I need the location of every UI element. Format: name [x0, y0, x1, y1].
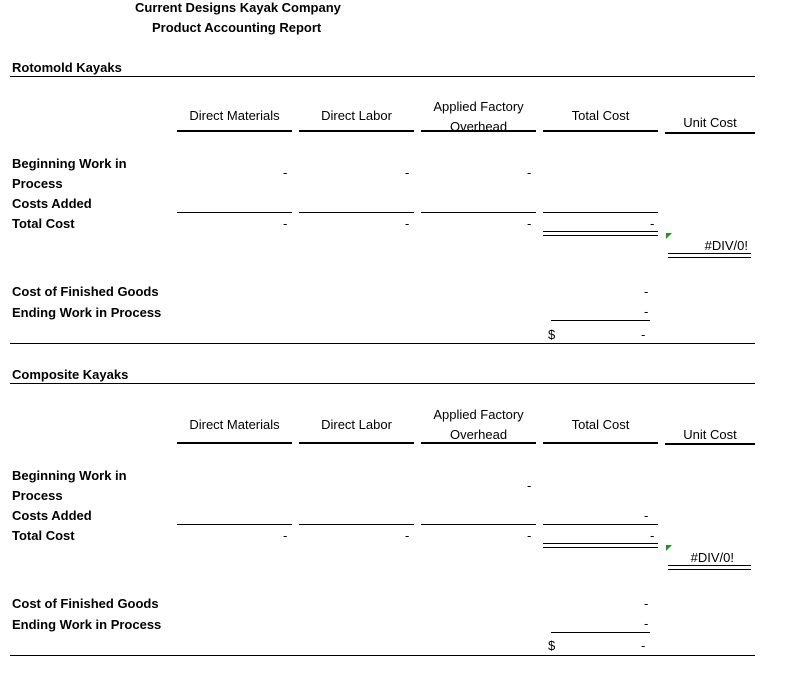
cell-dash[interactable]: - — [283, 216, 288, 231]
cell-dash[interactable]: - — [527, 478, 532, 493]
row-label-beginning-wip: Beginning Work in — [12, 156, 127, 171]
column-header-applied-overhead-line2: Overhead — [449, 427, 508, 442]
column-header-unit-cost: Unit Cost — [683, 115, 737, 130]
cell-dash[interactable]: - — [283, 165, 288, 180]
cell-underline — [551, 632, 650, 633]
currency-symbol: $ — [548, 327, 556, 342]
column-header-applied-overhead: Applied Factory — [433, 407, 524, 422]
cell-underline — [543, 524, 658, 525]
column-header-direct-materials: Direct Materials — [189, 417, 280, 432]
row-label-ending-wip: Ending Work in Process — [12, 305, 162, 320]
double-underline — [543, 231, 658, 236]
header-underline — [177, 130, 292, 132]
cell-dash[interactable]: - — [641, 327, 646, 342]
header-underline — [543, 442, 658, 444]
cell-dash[interactable]: - — [644, 304, 649, 319]
row-label-total-cost: Total Cost — [12, 528, 75, 543]
section-divider — [10, 76, 755, 77]
double-underline — [668, 565, 751, 570]
row-label-costs-added: Costs Added — [12, 508, 92, 523]
cell-underline — [177, 212, 292, 213]
double-underline — [668, 253, 751, 258]
currency-symbol: $ — [548, 638, 556, 653]
section-title: Rotomold Kayaks — [12, 60, 122, 75]
cell-dash[interactable]: - — [527, 216, 532, 231]
header-underline — [421, 130, 536, 132]
column-header-total-cost: Total Cost — [571, 108, 630, 123]
header-underline — [299, 442, 414, 444]
header-underline — [299, 130, 414, 132]
header-underline — [421, 442, 536, 444]
cell-dash[interactable]: - — [644, 596, 649, 611]
header-underline — [177, 442, 292, 444]
column-header-direct-labor: Direct Labor — [321, 417, 392, 432]
cell-underline — [299, 524, 414, 525]
company-name: Current Designs Kayak Company — [135, 0, 341, 15]
section-bottom-rule — [10, 343, 755, 344]
cell-underline — [551, 320, 650, 321]
section-bottom-rule — [10, 655, 755, 656]
column-header-total-cost: Total Cost — [571, 417, 630, 432]
cell-underline — [543, 212, 658, 213]
row-label-beginning-wip-line2: Process — [12, 488, 63, 503]
cell-dash[interactable]: - — [641, 638, 646, 653]
cell-underline — [177, 524, 292, 525]
double-underline — [543, 543, 658, 548]
column-header-unit-cost: Unit Cost — [683, 427, 737, 442]
cell-dash[interactable]: - — [527, 165, 532, 180]
section-title: Composite Kayaks — [12, 367, 129, 382]
cell-dash[interactable]: - — [405, 216, 410, 231]
column-header-applied-overhead-line2: Overhead — [449, 119, 508, 134]
section-divider — [10, 383, 755, 384]
cell-underline — [299, 212, 414, 213]
cell-dash[interactable]: - — [644, 284, 649, 299]
row-label-cost-finished-goods: Cost of Finished Goods — [12, 284, 159, 299]
cell-dash[interactable]: - — [644, 508, 649, 523]
column-header-applied-overhead: Applied Factory — [433, 99, 524, 114]
cell-dash[interactable]: - — [650, 528, 655, 543]
cell-dash[interactable]: - — [405, 528, 410, 543]
row-label-beginning-wip-line2: Process — [12, 176, 63, 191]
header-underline — [665, 132, 755, 134]
column-header-direct-labor: Direct Labor — [321, 108, 392, 123]
cell-dash[interactable]: - — [527, 528, 532, 543]
unit-cost-error[interactable]: #DIV/0! — [690, 550, 734, 565]
row-label-beginning-wip: Beginning Work in — [12, 468, 127, 483]
row-label-total-cost: Total Cost — [12, 216, 75, 231]
cell-underline — [421, 212, 536, 213]
report-title: Product Accounting Report — [152, 20, 322, 35]
column-header-direct-materials: Direct Materials — [189, 108, 280, 123]
unit-cost-error[interactable]: #DIV/0! — [704, 238, 748, 253]
row-label-cost-finished-goods: Cost of Finished Goods — [12, 596, 159, 611]
cell-dash[interactable]: - — [405, 165, 410, 180]
cell-dash[interactable]: - — [283, 528, 288, 543]
cell-dash[interactable]: - — [650, 216, 655, 231]
cell-underline — [421, 524, 536, 525]
row-label-costs-added: Costs Added — [12, 196, 92, 211]
header-underline — [665, 443, 755, 445]
row-label-ending-wip: Ending Work in Process — [12, 617, 162, 632]
header-underline — [543, 130, 658, 132]
cell-dash[interactable]: - — [644, 616, 649, 631]
